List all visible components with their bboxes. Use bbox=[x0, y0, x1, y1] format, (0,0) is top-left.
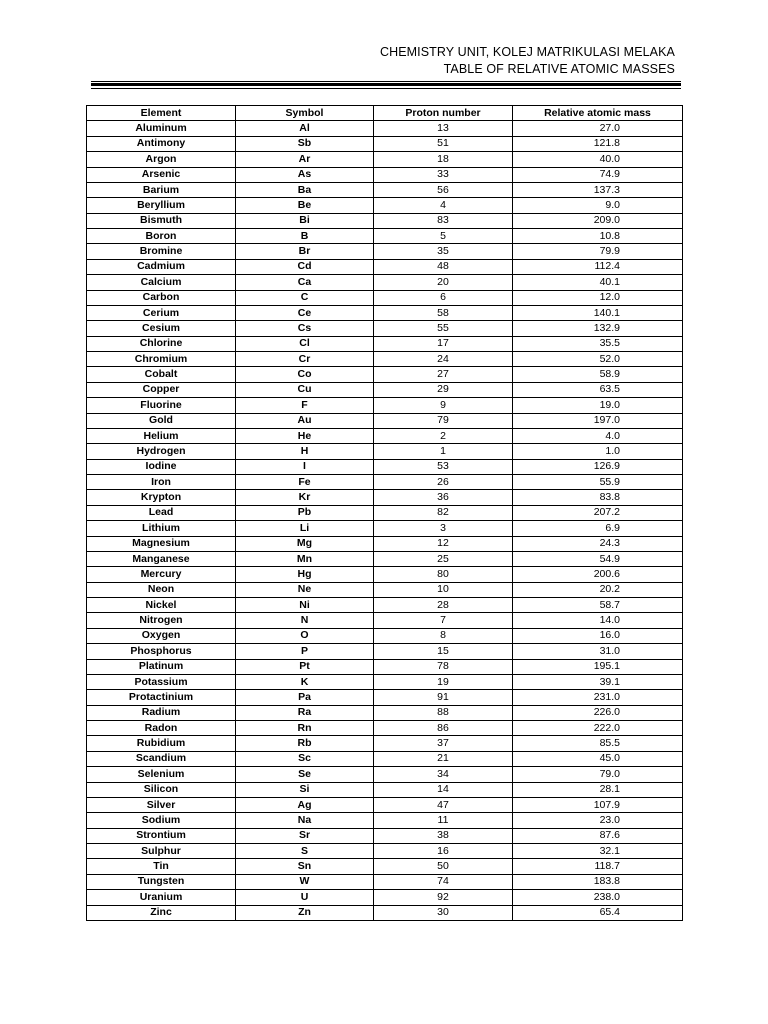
symbol-cell: Bi bbox=[236, 213, 374, 228]
proton-number-cell: 10 bbox=[374, 582, 513, 597]
table-row bbox=[87, 428, 683, 443]
table-row bbox=[87, 244, 683, 259]
table-row bbox=[87, 567, 683, 582]
atomic-mass-cell: 85.5 bbox=[513, 736, 683, 751]
column-header-symbol: Symbol bbox=[236, 106, 374, 121]
atomic-mass-cell: 14.0 bbox=[513, 613, 683, 628]
proton-number-cell: 18 bbox=[374, 152, 513, 167]
element-name-cell: Oxygen bbox=[87, 628, 236, 643]
symbol-cell: Pa bbox=[236, 690, 374, 705]
table-row bbox=[87, 674, 683, 689]
proton-number-cell: 4 bbox=[374, 198, 513, 213]
element-name-cell: Bromine bbox=[87, 244, 236, 259]
symbol-cell: Hg bbox=[236, 567, 374, 582]
table-row bbox=[87, 152, 683, 167]
element-name-cell: Silver bbox=[87, 797, 236, 812]
element-name-cell: Fluorine bbox=[87, 398, 236, 413]
table-row bbox=[87, 536, 683, 551]
element-name-cell: Sulphur bbox=[87, 844, 236, 859]
proton-number-cell: 37 bbox=[374, 736, 513, 751]
table-row bbox=[87, 690, 683, 705]
symbol-cell: Au bbox=[236, 413, 374, 428]
element-name-cell: Cesium bbox=[87, 321, 236, 336]
table-row bbox=[87, 705, 683, 720]
symbol-cell: He bbox=[236, 428, 374, 443]
symbol-cell: Mn bbox=[236, 551, 374, 566]
column-header-relative-atomic-mass: Relative atomic mass bbox=[513, 106, 683, 121]
table-row bbox=[87, 890, 683, 905]
table-row bbox=[87, 182, 683, 197]
symbol-cell: Ar bbox=[236, 152, 374, 167]
symbol-cell: Li bbox=[236, 521, 374, 536]
atomic-mass-cell: 231.0 bbox=[513, 690, 683, 705]
symbol-cell: Na bbox=[236, 813, 374, 828]
symbol-cell: Pb bbox=[236, 505, 374, 520]
atomic-mass-cell: 6.9 bbox=[513, 521, 683, 536]
symbol-cell: As bbox=[236, 167, 374, 182]
symbol-cell: Ce bbox=[236, 305, 374, 320]
symbol-cell: Al bbox=[236, 121, 374, 136]
proton-number-cell: 82 bbox=[374, 505, 513, 520]
element-name-cell: Platinum bbox=[87, 659, 236, 674]
symbol-cell: Ba bbox=[236, 182, 374, 197]
proton-number-cell: 33 bbox=[374, 167, 513, 182]
proton-number-cell: 34 bbox=[374, 767, 513, 782]
table-row bbox=[87, 598, 683, 613]
table-body bbox=[87, 121, 683, 921]
table-row bbox=[87, 659, 683, 674]
table-header-row bbox=[87, 106, 683, 121]
symbol-cell: Sn bbox=[236, 859, 374, 874]
symbol-cell: K bbox=[236, 674, 374, 689]
atomic-mass-cell: 20.2 bbox=[513, 582, 683, 597]
element-name-cell: Tin bbox=[87, 859, 236, 874]
symbol-cell: S bbox=[236, 844, 374, 859]
proton-number-cell: 7 bbox=[374, 613, 513, 628]
symbol-cell: H bbox=[236, 444, 374, 459]
element-name-cell: Tungsten bbox=[87, 874, 236, 889]
proton-number-cell: 78 bbox=[374, 659, 513, 674]
proton-number-cell: 25 bbox=[374, 551, 513, 566]
atomic-mass-cell: 27.0 bbox=[513, 121, 683, 136]
proton-number-cell: 3 bbox=[374, 521, 513, 536]
atomic-mass-cell: 24.3 bbox=[513, 536, 683, 551]
table-row bbox=[87, 767, 683, 782]
table-row bbox=[87, 352, 683, 367]
table-row bbox=[87, 751, 683, 766]
element-name-cell: Rubidium bbox=[87, 736, 236, 751]
element-name-cell: Silicon bbox=[87, 782, 236, 797]
symbol-cell: Br bbox=[236, 244, 374, 259]
element-name-cell: Cerium bbox=[87, 305, 236, 320]
atomic-mass-cell: 58.7 bbox=[513, 598, 683, 613]
element-name-cell: Chromium bbox=[87, 352, 236, 367]
proton-number-cell: 5 bbox=[374, 229, 513, 244]
symbol-cell: Ra bbox=[236, 705, 374, 720]
atomic-mass-cell: 54.9 bbox=[513, 551, 683, 566]
element-name-cell: Uranium bbox=[87, 890, 236, 905]
element-name-cell: Bismuth bbox=[87, 213, 236, 228]
element-name-cell: Aluminum bbox=[87, 121, 236, 136]
proton-number-cell: 8 bbox=[374, 628, 513, 643]
symbol-cell: Rb bbox=[236, 736, 374, 751]
element-name-cell: Cobalt bbox=[87, 367, 236, 382]
table-row bbox=[87, 213, 683, 228]
element-name-cell: Chlorine bbox=[87, 336, 236, 351]
table-row bbox=[87, 490, 683, 505]
element-name-cell: Potassium bbox=[87, 674, 236, 689]
column-header-element: Element bbox=[87, 106, 236, 121]
symbol-cell: Ca bbox=[236, 275, 374, 290]
proton-number-cell: 58 bbox=[374, 305, 513, 320]
element-name-cell: Sodium bbox=[87, 813, 236, 828]
symbol-cell: Rn bbox=[236, 721, 374, 736]
proton-number-cell: 15 bbox=[374, 644, 513, 659]
symbol-cell: Kr bbox=[236, 490, 374, 505]
proton-number-cell: 28 bbox=[374, 598, 513, 613]
element-name-cell: Radon bbox=[87, 721, 236, 736]
atomic-mass-cell: 31.0 bbox=[513, 644, 683, 659]
atomic-mass-cell: 9.0 bbox=[513, 198, 683, 213]
symbol-cell: Be bbox=[236, 198, 374, 213]
header-institution: CHEMISTRY UNIT, KOLEJ MATRIKULASI MELAKA bbox=[379, 45, 675, 59]
element-name-cell: Copper bbox=[87, 382, 236, 397]
table-row bbox=[87, 859, 683, 874]
proton-number-cell: 12 bbox=[374, 536, 513, 551]
proton-number-cell: 20 bbox=[374, 275, 513, 290]
proton-number-cell: 74 bbox=[374, 874, 513, 889]
atomic-mass-cell: 28.1 bbox=[513, 782, 683, 797]
table-row bbox=[87, 198, 683, 213]
proton-number-cell: 79 bbox=[374, 413, 513, 428]
proton-number-cell: 17 bbox=[374, 336, 513, 351]
symbol-cell: Mg bbox=[236, 536, 374, 551]
table-row bbox=[87, 336, 683, 351]
symbol-cell: C bbox=[236, 290, 374, 305]
symbol-cell: Cs bbox=[236, 321, 374, 336]
proton-number-cell: 27 bbox=[374, 367, 513, 382]
atomic-mass-cell: 222.0 bbox=[513, 721, 683, 736]
atomic-mass-cell: 79.9 bbox=[513, 244, 683, 259]
proton-number-cell: 30 bbox=[374, 905, 513, 920]
atomic-mass-cell: 126.9 bbox=[513, 459, 683, 474]
atomic-mass-cell: 40.1 bbox=[513, 275, 683, 290]
symbol-cell: Cr bbox=[236, 352, 374, 367]
symbol-cell: Si bbox=[236, 782, 374, 797]
table-row bbox=[87, 275, 683, 290]
element-name-cell: Phosphorus bbox=[87, 644, 236, 659]
atomic-mass-cell: 52.0 bbox=[513, 352, 683, 367]
header-rule-bottom bbox=[91, 88, 681, 89]
atomic-mass-cell: 19.0 bbox=[513, 398, 683, 413]
proton-number-cell: 26 bbox=[374, 475, 513, 490]
symbol-cell: Cl bbox=[236, 336, 374, 351]
atomic-mass-cell: 16.0 bbox=[513, 628, 683, 643]
atomic-mass-cell: 45.0 bbox=[513, 751, 683, 766]
proton-number-cell: 88 bbox=[374, 705, 513, 720]
table-row bbox=[87, 382, 683, 397]
table-row bbox=[87, 444, 683, 459]
atomic-mass-table bbox=[86, 105, 683, 921]
document-header bbox=[380, 44, 675, 78]
symbol-cell: Cu bbox=[236, 382, 374, 397]
atomic-mass-cell: 55.9 bbox=[513, 475, 683, 490]
header-title: TABLE OF RELATIVE ATOMIC MASSES bbox=[443, 62, 675, 76]
element-name-cell: Calcium bbox=[87, 275, 236, 290]
symbol-cell: O bbox=[236, 628, 374, 643]
atomic-mass-cell: 137.3 bbox=[513, 182, 683, 197]
table-row bbox=[87, 844, 683, 859]
table-row bbox=[87, 321, 683, 336]
atomic-mass-cell: 23.0 bbox=[513, 813, 683, 828]
symbol-cell: Co bbox=[236, 367, 374, 382]
element-name-cell: Scandium bbox=[87, 751, 236, 766]
element-name-cell: Nickel bbox=[87, 598, 236, 613]
atomic-mass-cell: 238.0 bbox=[513, 890, 683, 905]
proton-number-cell: 92 bbox=[374, 890, 513, 905]
symbol-cell: Sr bbox=[236, 828, 374, 843]
atomic-mass-cell: 32.1 bbox=[513, 844, 683, 859]
element-name-cell: Protactinium bbox=[87, 690, 236, 705]
proton-number-cell: 29 bbox=[374, 382, 513, 397]
table-row bbox=[87, 813, 683, 828]
atomic-mass-cell: 79.0 bbox=[513, 767, 683, 782]
proton-number-cell: 83 bbox=[374, 213, 513, 228]
element-name-cell: Magnesium bbox=[87, 536, 236, 551]
element-name-cell: Gold bbox=[87, 413, 236, 428]
table-row bbox=[87, 505, 683, 520]
symbol-cell: Sc bbox=[236, 751, 374, 766]
table-row bbox=[87, 167, 683, 182]
proton-number-cell: 38 bbox=[374, 828, 513, 843]
proton-number-cell: 53 bbox=[374, 459, 513, 474]
table-row bbox=[87, 628, 683, 643]
table-row bbox=[87, 644, 683, 659]
table-row bbox=[87, 521, 683, 536]
table-row bbox=[87, 398, 683, 413]
symbol-cell: F bbox=[236, 398, 374, 413]
proton-number-cell: 56 bbox=[374, 182, 513, 197]
table-row bbox=[87, 551, 683, 566]
symbol-cell: Se bbox=[236, 767, 374, 782]
atomic-mass-cell: 40.0 bbox=[513, 152, 683, 167]
symbol-cell: B bbox=[236, 229, 374, 244]
proton-number-cell: 80 bbox=[374, 567, 513, 582]
proton-number-cell: 6 bbox=[374, 290, 513, 305]
symbol-cell: Zn bbox=[236, 905, 374, 920]
table-row bbox=[87, 905, 683, 920]
table-row bbox=[87, 736, 683, 751]
table-row bbox=[87, 121, 683, 136]
proton-number-cell: 11 bbox=[374, 813, 513, 828]
symbol-cell: W bbox=[236, 874, 374, 889]
proton-number-cell: 9 bbox=[374, 398, 513, 413]
atomic-mass-cell: 65.4 bbox=[513, 905, 683, 920]
symbol-cell: U bbox=[236, 890, 374, 905]
atomic-mass-cell: 4.0 bbox=[513, 428, 683, 443]
atomic-mass-cell: 195.1 bbox=[513, 659, 683, 674]
element-name-cell: Argon bbox=[87, 152, 236, 167]
symbol-cell: P bbox=[236, 644, 374, 659]
element-name-cell: Hydrogen bbox=[87, 444, 236, 459]
table-row bbox=[87, 367, 683, 382]
table-row bbox=[87, 797, 683, 812]
element-name-cell: Lead bbox=[87, 505, 236, 520]
element-name-cell: Boron bbox=[87, 229, 236, 244]
element-name-cell: Neon bbox=[87, 582, 236, 597]
symbol-cell: Pt bbox=[236, 659, 374, 674]
column-header-proton-number: Proton number bbox=[374, 106, 513, 121]
table-row bbox=[87, 874, 683, 889]
symbol-cell: Sb bbox=[236, 136, 374, 151]
atomic-mass-cell: 63.5 bbox=[513, 382, 683, 397]
proton-number-cell: 91 bbox=[374, 690, 513, 705]
element-name-cell: Strontium bbox=[87, 828, 236, 843]
proton-number-cell: 47 bbox=[374, 797, 513, 812]
symbol-cell: N bbox=[236, 613, 374, 628]
element-name-cell: Arsenic bbox=[87, 167, 236, 182]
table-row bbox=[87, 229, 683, 244]
header-rule-thick bbox=[91, 83, 681, 86]
atomic-mass-cell: 10.8 bbox=[513, 229, 683, 244]
proton-number-cell: 35 bbox=[374, 244, 513, 259]
element-name-cell: Iron bbox=[87, 475, 236, 490]
element-name-cell: Lithium bbox=[87, 521, 236, 536]
atomic-mass-cell: 58.9 bbox=[513, 367, 683, 382]
element-name-cell: Antimony bbox=[87, 136, 236, 151]
proton-number-cell: 24 bbox=[374, 352, 513, 367]
symbol-cell: Cd bbox=[236, 259, 374, 274]
proton-number-cell: 13 bbox=[374, 121, 513, 136]
element-name-cell: Helium bbox=[87, 428, 236, 443]
proton-number-cell: 1 bbox=[374, 444, 513, 459]
element-name-cell: Cadmium bbox=[87, 259, 236, 274]
table-row bbox=[87, 459, 683, 474]
element-name-cell: Beryllium bbox=[87, 198, 236, 213]
table-row bbox=[87, 582, 683, 597]
table-row bbox=[87, 721, 683, 736]
table-row bbox=[87, 475, 683, 490]
atomic-mass-cell: 140.1 bbox=[513, 305, 683, 320]
element-name-cell: Krypton bbox=[87, 490, 236, 505]
element-name-cell: Zinc bbox=[87, 905, 236, 920]
proton-number-cell: 21 bbox=[374, 751, 513, 766]
proton-number-cell: 19 bbox=[374, 674, 513, 689]
element-name-cell: Nitrogen bbox=[87, 613, 236, 628]
table-row bbox=[87, 136, 683, 151]
atomic-mass-cell: 200.6 bbox=[513, 567, 683, 582]
atomic-mass-cell: 1.0 bbox=[513, 444, 683, 459]
element-name-cell: Carbon bbox=[87, 290, 236, 305]
proton-number-cell: 86 bbox=[374, 721, 513, 736]
atomic-mass-cell: 183.8 bbox=[513, 874, 683, 889]
atomic-mass-cell: 39.1 bbox=[513, 674, 683, 689]
proton-number-cell: 55 bbox=[374, 321, 513, 336]
atomic-mass-cell: 74.9 bbox=[513, 167, 683, 182]
atomic-mass-cell: 226.0 bbox=[513, 705, 683, 720]
proton-number-cell: 50 bbox=[374, 859, 513, 874]
atomic-mass-cell: 87.6 bbox=[513, 828, 683, 843]
table-row bbox=[87, 305, 683, 320]
table-row bbox=[87, 413, 683, 428]
atomic-mass-cell: 12.0 bbox=[513, 290, 683, 305]
proton-number-cell: 2 bbox=[374, 428, 513, 443]
atomic-mass-cell: 83.8 bbox=[513, 490, 683, 505]
atomic-mass-cell: 207.2 bbox=[513, 505, 683, 520]
table-row bbox=[87, 828, 683, 843]
element-name-cell: Mercury bbox=[87, 567, 236, 582]
atomic-mass-cell: 132.9 bbox=[513, 321, 683, 336]
table-row bbox=[87, 613, 683, 628]
atomic-mass-cell: 112.4 bbox=[513, 259, 683, 274]
atomic-mass-cell: 209.0 bbox=[513, 213, 683, 228]
proton-number-cell: 48 bbox=[374, 259, 513, 274]
symbol-cell: Ne bbox=[236, 582, 374, 597]
table-row bbox=[87, 290, 683, 305]
element-name-cell: Iodine bbox=[87, 459, 236, 474]
symbol-cell: Fe bbox=[236, 475, 374, 490]
element-name-cell: Selenium bbox=[87, 767, 236, 782]
atomic-mass-cell: 107.9 bbox=[513, 797, 683, 812]
proton-number-cell: 36 bbox=[374, 490, 513, 505]
element-name-cell: Barium bbox=[87, 182, 236, 197]
atomic-mass-cell: 118.7 bbox=[513, 859, 683, 874]
proton-number-cell: 14 bbox=[374, 782, 513, 797]
header-rule-top bbox=[91, 81, 681, 82]
proton-number-cell: 16 bbox=[374, 844, 513, 859]
element-name-cell: Manganese bbox=[87, 551, 236, 566]
atomic-mass-cell: 121.8 bbox=[513, 136, 683, 151]
symbol-cell: Ni bbox=[236, 598, 374, 613]
table-row bbox=[87, 259, 683, 274]
table-row bbox=[87, 782, 683, 797]
atomic-mass-cell: 197.0 bbox=[513, 413, 683, 428]
proton-number-cell: 51 bbox=[374, 136, 513, 151]
element-name-cell: Radium bbox=[87, 705, 236, 720]
symbol-cell: I bbox=[236, 459, 374, 474]
atomic-mass-cell: 35.5 bbox=[513, 336, 683, 351]
symbol-cell: Ag bbox=[236, 797, 374, 812]
